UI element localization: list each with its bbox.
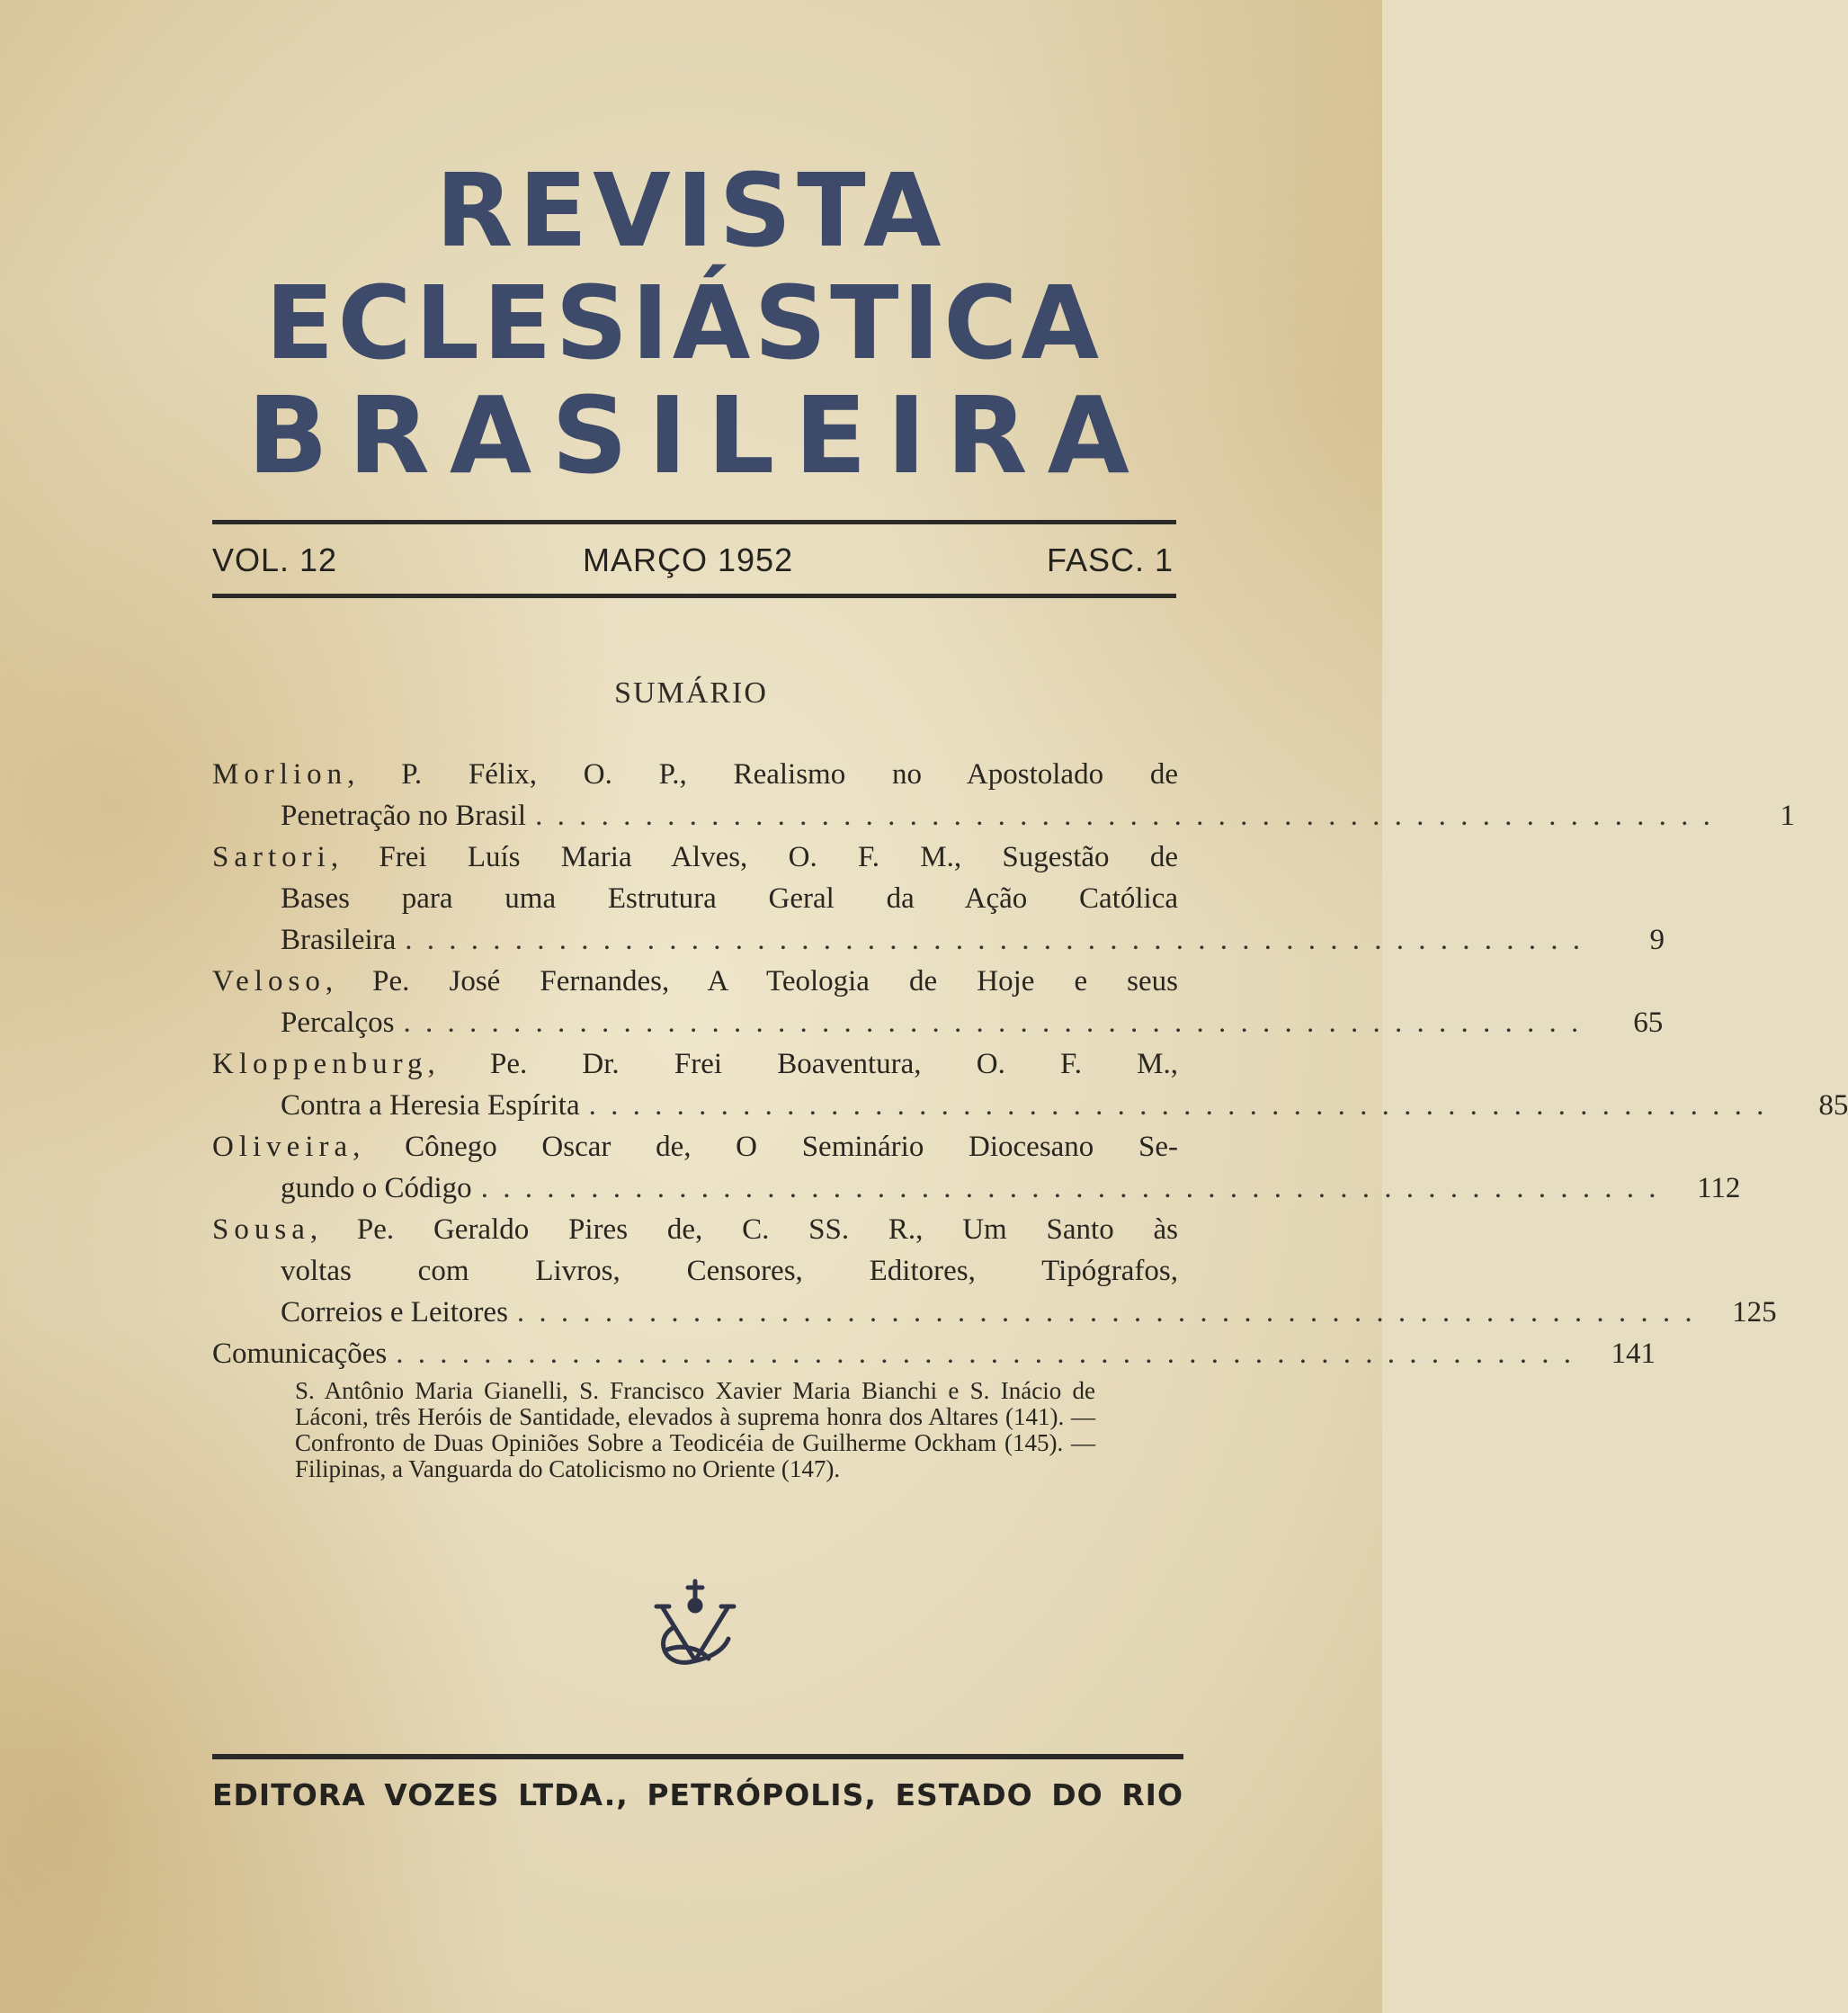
toc-title-end: Penetração no Brasil — [281, 800, 527, 832]
toc-author: Morlion — [212, 758, 348, 791]
dot-leader: . . . . . . . . . . . . . . . . . . . . . . . . . . . . . . . . . . . . . . . . . . . . . . . . . . . . . . — [396, 1338, 1576, 1370]
publisher-imprint: EDITORA VOZES LTDA., PETRÓPOLIS, ESTADO DO RIO — [212, 1777, 1183, 1812]
communications-summary: S. Antônio Maria Gianelli, S. Francisco Xavier Maria Bianchi e S. Inácio de Láconi, três Heróis de Santidade, elevados à suprema honra dos Altares (141). — Confronto de Duas Opiniões Sobre a Teodicéia de Guilherme Ockham (145). — Filipinas, a Vanguarda do Catolicismo no Oriente (147). — [295, 1377, 1095, 1482]
toc-entry-last-line — [212, 1333, 1656, 1374]
toc-title-part: , Frei Luís Maria Alves, O. F. M., Sugestão de — [330, 841, 1178, 873]
dot-leader: . . . . . . . . . . . . . . . . . . . . . . . . . . . . . . . . . . . . . . . . . . . . . . . . . . . . . . — [480, 1172, 1660, 1204]
toc-author: Kloppenburg — [212, 1048, 428, 1080]
toc-entry-last-line — [212, 1002, 1664, 1043]
masthead-line-2: ECLESIÁSTICA — [264, 265, 1103, 382]
toc-entry — [212, 837, 1665, 961]
toc-entry — [212, 1209, 1777, 1333]
toc-title-end: Contra a Heresia Espírita — [281, 1089, 580, 1122]
toc-author: Sousa — [212, 1213, 310, 1246]
masthead-line-1: REVISTA — [435, 153, 947, 270]
toc-entry-last-line — [212, 795, 1795, 837]
communications-label: Comunicações — [212, 1338, 388, 1370]
toc-entry-line — [212, 1209, 1178, 1250]
toc-entry-line — [212, 961, 1178, 1002]
toc-page-number: 112 — [1697, 1172, 1741, 1204]
issue-date: MARÇO 1952 — [583, 541, 794, 578]
publisher-monogram-icon — [646, 1576, 745, 1675]
toc-entry — [212, 1126, 1741, 1209]
toc-page-number: 1 — [1780, 800, 1795, 832]
toc-page-number: 141 — [1611, 1338, 1656, 1370]
dot-leader: . . . . . . . . . . . . . . . . . . . . . . . . . . . . . . . . . . . . . . . . . . . . . . . . . . . . . . — [588, 1089, 1768, 1122]
fascicle-label: FASC. 1 — [1046, 541, 1174, 578]
toc-title-part: , Cônego Oscar de, O Seminário Diocesano Se- — [353, 1131, 1178, 1163]
toc-title-end: Percalços — [281, 1006, 395, 1039]
dot-leader: . . . . . . . . . . . . . . . . . . . . . . . . . . . . . . . . . . . . . . . . . . . . . . . . . . . . . . — [403, 1006, 1583, 1039]
toc-title-part: , Pe. Dr. Frei Boaventura, O. F. M., — [427, 1048, 1178, 1080]
toc-entry-last-line — [212, 1168, 1741, 1209]
toc-entry — [212, 754, 1795, 837]
toc-communications — [212, 1333, 1656, 1482]
toc-entry-line: Bases para uma Estrutura Geral da Ação Católica — [281, 882, 1178, 915]
toc-title-part: , P. Félix, O. P., Realismo no Apostolado de — [347, 758, 1178, 791]
toc-author: Oliveira — [212, 1131, 353, 1163]
toc-page-number: 9 — [1649, 924, 1665, 956]
toc-title-part: , Pe. José Fernandes, A Teologia de Hoje e seus — [325, 965, 1178, 998]
toc-title-end: Brasileira — [281, 924, 397, 956]
toc-page-number: 65 — [1633, 1006, 1664, 1039]
dot-leader: . . . . . . . . . . . . . . . . . . . . . . . . . . . . . . . . . . . . . . . . . . . . . . . . . . . . . . — [516, 1296, 1696, 1329]
toc-title-part: , Pe. Geraldo Pires de, C. SS. R., Um Santo às — [309, 1213, 1178, 1246]
toc-author: Veloso — [212, 965, 326, 998]
table-of-contents — [212, 754, 1848, 1482]
toc-entry-last-line — [212, 1292, 1777, 1333]
bottom-rule — [212, 1754, 1183, 1759]
masthead-line-3: BRASILEIRA — [247, 373, 1149, 497]
toc-title-end: gundo o Código — [281, 1172, 472, 1204]
toc-entry-line — [212, 1126, 1178, 1168]
toc-entry-line — [212, 837, 1178, 878]
volume-label: VOL. 12 — [212, 541, 338, 578]
toc-title-end: Correios e Leitores — [281, 1296, 508, 1329]
toc-entry-last-line — [212, 1085, 1848, 1126]
contents-heading: SUMÁRIO — [614, 676, 768, 710]
dot-leader: . . . . . . . . . . . . . . . . . . . . . . . . . . . . . . . . . . . . . . . . . . . . . . . . . . . . . . — [535, 800, 1714, 832]
dot-leader: . . . . . . . . . . . . . . . . . . . . . . . . . . . . . . . . . . . . . . . . . . . . . . . . . . . . . . — [405, 924, 1585, 956]
toc-entry — [212, 961, 1664, 1043]
toc-entry-line: voltas com Livros, Censores, Editores, Tipógrafos, — [281, 1255, 1178, 1287]
toc-entry-line — [212, 1043, 1178, 1085]
toc-entry — [212, 1043, 1848, 1126]
top-rule — [212, 520, 1176, 524]
toc-entry-line — [212, 754, 1178, 795]
toc-entry-last-line — [212, 919, 1665, 961]
toc-page-number: 125 — [1732, 1296, 1777, 1329]
issue-rule — [212, 594, 1176, 598]
toc-page-number: 85 — [1818, 1089, 1848, 1122]
toc-author: Sartori — [212, 841, 331, 873]
